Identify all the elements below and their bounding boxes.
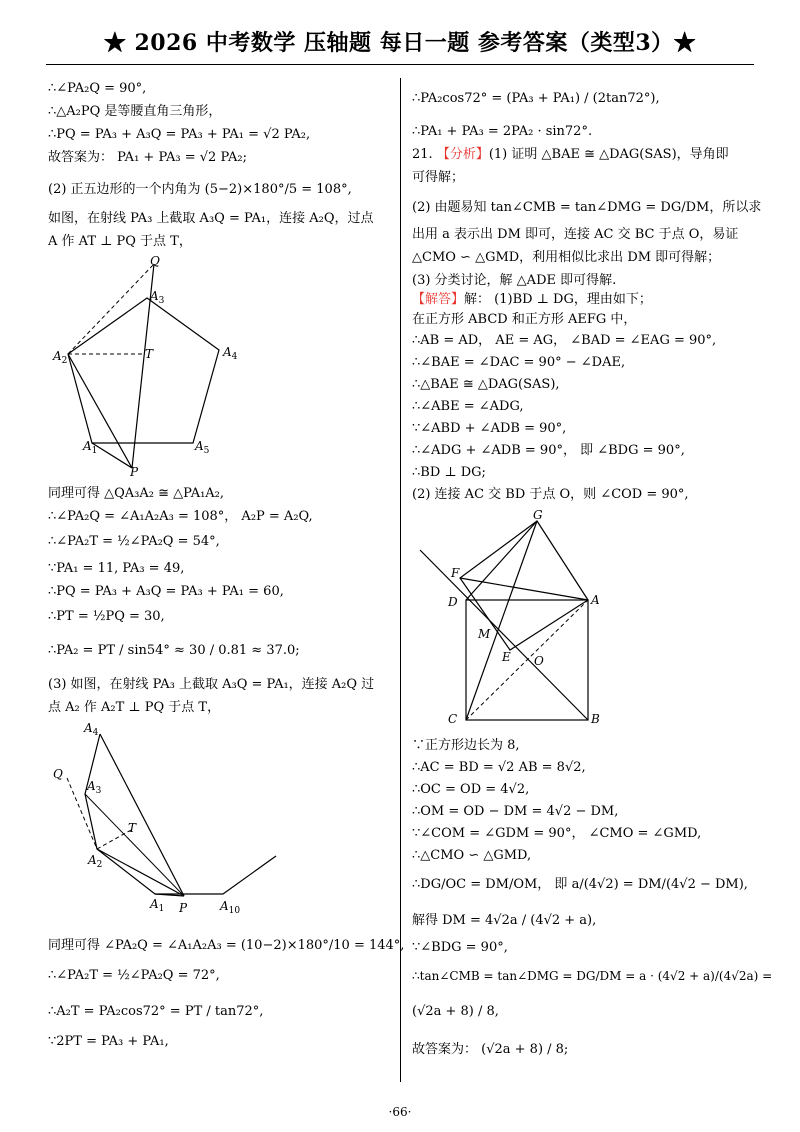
right-line-9: 【解答】解： (1)BD ⊥ DG，理由如下； bbox=[412, 292, 652, 307]
svg-text:A1: $A_1$ bbox=[150, 897, 165, 914]
right-line-21: ∴OC = OD = 4√2, bbox=[412, 782, 530, 797]
svg-text:A3: $A_3$ bbox=[87, 779, 102, 796]
right-line-8: (3) 分类讨论，解 △ADE 即可得解. bbox=[412, 273, 617, 288]
right-line-6: 出用 a 表示出 DM 即可，连接 AC 交 BC 于点 O，易证 bbox=[412, 227, 739, 242]
svg-text:M: M bbox=[478, 627, 491, 641]
right-line-20: ∴AC = BD = √2 AB = 8√2, bbox=[412, 760, 586, 775]
svg-text:D: D bbox=[448, 595, 458, 609]
label-Q: Q bbox=[150, 254, 160, 268]
left-line-4: 故答案为： PA₁ + PA₃ = √2 PA₂; bbox=[48, 150, 247, 165]
left-line-20: ∵2PT = PA₃ + PA₁, bbox=[48, 1034, 169, 1049]
svg-text:A4: $A_4$ bbox=[84, 721, 99, 738]
right-line-3: 21. 【分析】(1) 证明 △BAE ≅ △DAG(SAS)，导角即 bbox=[412, 147, 729, 162]
svg-text:A2: $A_2$ bbox=[53, 349, 68, 366]
page-title: ★ 2026 中考数学 压轴题 每日一题 参考答案（类型3）★ bbox=[103, 30, 697, 56]
right-line-10: 在正方形 ABCD 和正方形 AEFG 中， bbox=[412, 312, 637, 327]
svg-text:A4: $A_4$ bbox=[223, 345, 238, 362]
left-line-13: ∴PT = ½PQ = 30, bbox=[48, 609, 165, 624]
left-line-5: (2) 正五边形的一个内角为 (5−2)×180°/5 = 108°, bbox=[48, 182, 352, 197]
left-line-8: 同理可得 △QA₃A₂ ≅ △PA₁A₂, bbox=[48, 486, 225, 501]
svg-text:A1: $A_1$ bbox=[83, 439, 98, 456]
square-figure bbox=[415, 505, 615, 730]
pentagon-figure bbox=[50, 250, 250, 480]
svg-text:A2: $A_2$ bbox=[88, 853, 103, 870]
left-line-9: ∴∠PA₂Q = ∠A₁A₂A₃ = 108°， A₂P = A₂Q, bbox=[48, 509, 313, 524]
left-line-10: ∴∠PA₂T = ½∠PA₂Q = 54°, bbox=[48, 534, 220, 549]
svg-text:A10: $A_{10}$ bbox=[220, 899, 241, 916]
right-line-24: ∴△CMO ∽ △GMD, bbox=[412, 848, 532, 863]
right-line-7: △CMO ∽ △GMD，利用相似比求出 DM 即可得解； bbox=[412, 250, 721, 265]
svg-text:A: A bbox=[591, 593, 600, 607]
right-line-19: ∵正方形边长为 8, bbox=[412, 738, 520, 753]
right-line-16: ∴∠ADG + ∠ADB = 90°， 即 ∠BDG = 90°, bbox=[412, 443, 685, 458]
right-line-30: 故答案为： (√2a + 8) / 8; bbox=[412, 1042, 569, 1057]
right-line-13: ∴△BAE ≅ △DAG(SAS), bbox=[412, 377, 560, 392]
right-line-15: ∵∠ABD + ∠ADB = 90°, bbox=[412, 421, 567, 436]
svg-text:A3: $A_3$ bbox=[150, 289, 165, 306]
right-line-17: ∴BD ⊥ DG; bbox=[412, 465, 486, 480]
left-line-11: ∵PA₁ = 11, PA₃ = 49, bbox=[48, 561, 185, 576]
left-line-3: ∴PQ = PA₃ + A₃Q = PA₃ + PA₁ = √2 PA₂, bbox=[48, 127, 311, 142]
right-line-28: ∴tan∠CMB = tan∠DMG = DG/DM = a · (4√2 + a)/(4√2a) = bbox=[412, 969, 773, 983]
right-line-5: (2) 由题易知 tan∠CMB = tan∠DMG = DG/DM，所以求 bbox=[412, 200, 762, 215]
title-divider bbox=[46, 64, 754, 65]
svg-text:T: T bbox=[145, 347, 154, 361]
left-line-12: ∴PQ = PA₃ + A₃Q = PA₃ + PA₁ = 60, bbox=[48, 584, 284, 599]
right-line-2: ∴PA₁ + PA₃ = 2PA₂ · sin72°. bbox=[412, 124, 593, 139]
svg-text:C: C bbox=[448, 712, 458, 726]
right-line-14: ∴∠ABE = ∠ADG, bbox=[412, 399, 524, 414]
right-line-11: ∴AB = AD， AE = AG， ∠BAD = ∠EAG = 90°, bbox=[412, 333, 717, 348]
left-line-2: ∴△A₂PQ 是等腰直角三角形， bbox=[48, 104, 222, 119]
right-line-18: (2) 连接 AC 交 BD 于点 O，则 ∠COD = 90°, bbox=[412, 487, 689, 502]
left-line-1: ∴∠PA₂Q = 90°, bbox=[48, 81, 147, 96]
svg-text:G: G bbox=[533, 508, 543, 522]
svg-text:E: E bbox=[502, 650, 511, 664]
right-line-12: ∴∠BAE = ∠DAC = 90° − ∠DAE, bbox=[412, 355, 626, 370]
solution-tag: 【解答】 bbox=[412, 292, 465, 307]
left-line-7: A 作 AT ⊥ PQ 于点 T， bbox=[48, 234, 192, 249]
left-line-14: ∴PA₂ = PT / sin54° ≈ 30 / 0.81 ≈ 37.0; bbox=[48, 643, 300, 658]
svg-text:P: P bbox=[179, 901, 188, 915]
svg-text:O: O bbox=[534, 654, 544, 668]
left-line-15: (3) 如图，在射线 PA₃ 上截取 A₃Q = PA₁，连接 A₂Q 过 bbox=[48, 677, 375, 692]
right-line-27: ∵∠BDG = 90°, bbox=[412, 940, 508, 955]
analysis-tag: 【分析】 bbox=[436, 147, 489, 162]
left-line-19: ∴A₂T = PA₂cos72° = PT / tan72°, bbox=[48, 1004, 264, 1019]
column-divider bbox=[400, 78, 401, 1082]
svg-text:Q: Q bbox=[53, 767, 63, 781]
right-line-26: 解得 DM = 4√2a / (4√2 + a), bbox=[412, 913, 597, 928]
page-number: ·66· bbox=[388, 1105, 412, 1119]
right-line-1: ∴PA₂cos72° = (PA₃ + PA₁) / (2tan72°), bbox=[412, 91, 660, 106]
left-line-17: 同理可得 ∠PA₂Q = ∠A₁A₂A₃ = (10−2)×180°/10 = 144°, bbox=[48, 938, 405, 953]
svg-text:P: P bbox=[130, 465, 139, 479]
svg-text:T: T bbox=[128, 821, 137, 835]
left-line-18: ∴∠PA₂T = ½∠PA₂Q = 72°, bbox=[48, 968, 220, 983]
svg-text:Q bbox=[150, 254, 160, 268]
right-line-25: ∴DG/OC = DM/OM， 即 a/(4√2) = DM/(4√2 − DM), bbox=[412, 877, 748, 892]
decagon-figure bbox=[50, 718, 290, 918]
svg-text:F: F bbox=[451, 566, 460, 580]
svg-text:B: B bbox=[591, 712, 600, 726]
right-line-29: (√2a + 8) / 8, bbox=[412, 1004, 499, 1019]
svg-text:A5: $A_5$ bbox=[195, 439, 210, 456]
right-line-23: ∵∠COM = ∠GDM = 90°， ∠CMO = ∠GMD, bbox=[412, 826, 702, 841]
right-line-22: ∴OM = OD − DM = 4√2 − DM, bbox=[412, 804, 619, 819]
right-line-4: 可得解； bbox=[412, 170, 465, 185]
left-line-6: 如图，在射线 PA₃ 上截取 A₃Q = PA₁，连接 A₂Q，过点 bbox=[48, 211, 374, 226]
left-line-16: 点 A₂ 作 A₂T ⊥ PQ 于点 T， bbox=[48, 700, 221, 715]
